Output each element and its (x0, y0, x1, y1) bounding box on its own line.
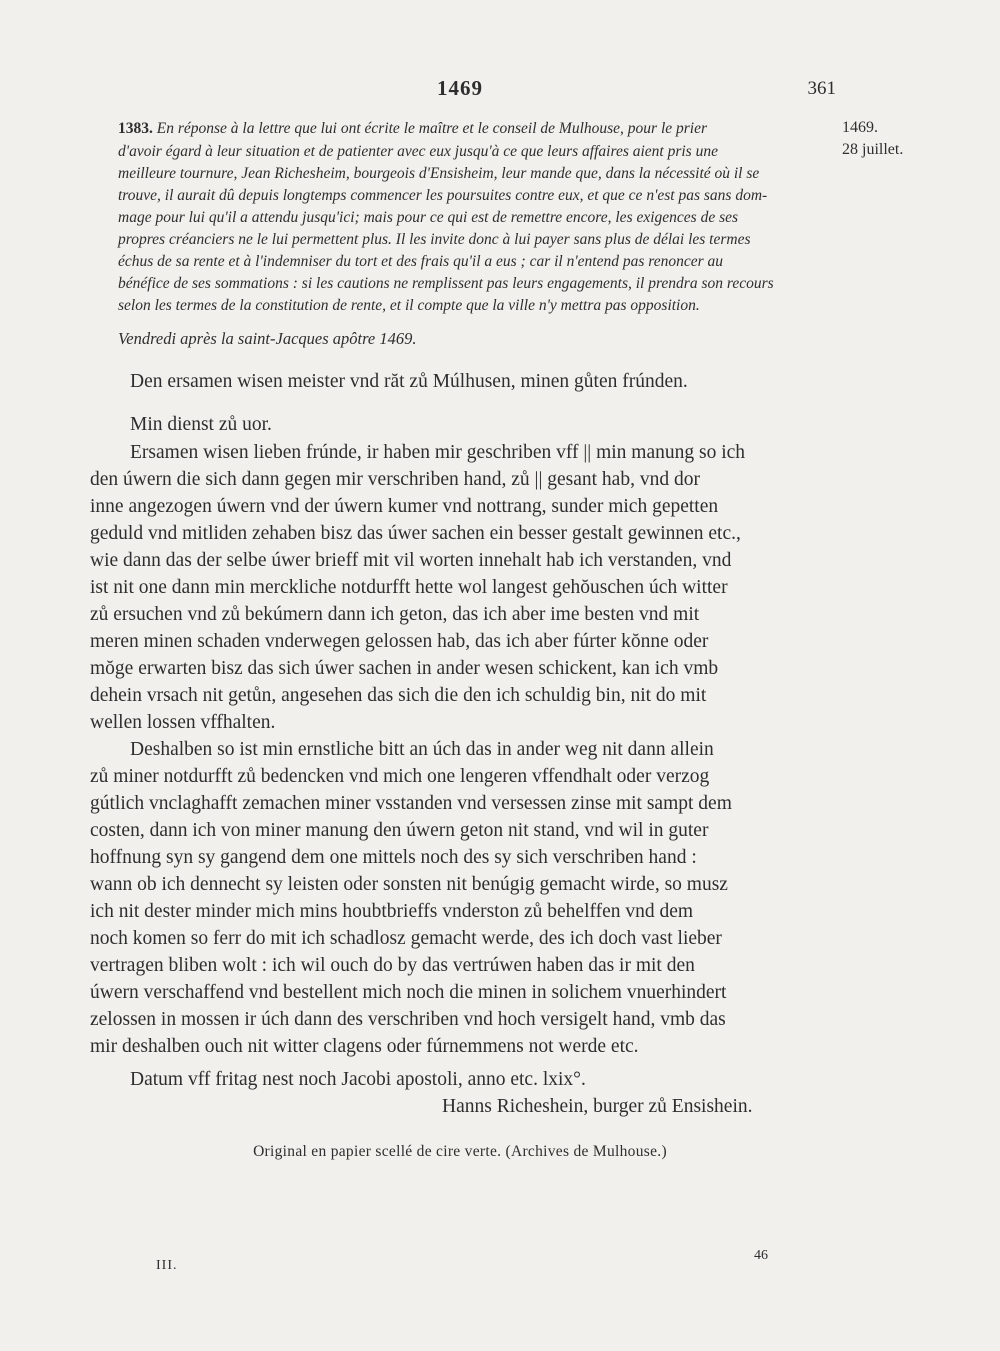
volume-mark: III. (156, 1258, 178, 1273)
entry-dateline: Vendredi après la saint-Jacques apôtre 1469. (118, 329, 417, 348)
letter-signature: Hanns Richeshein, burger zů Ensishein. (442, 1096, 753, 1117)
letter-line: wie dann das der selbe úwer brieff mit vil worten innehalt hab ich verstanden, vnd (90, 550, 732, 571)
margin-year: 1469. (842, 119, 878, 136)
summary-line-text: En réponse à la lettre que lui ont écrite le maître et le conseil de Mulhouse, pour le prier (156, 120, 708, 137)
letter-line: zů ersuchen vnd zů bekúmern dann ich geton, das ich aber ime besten vnd mit (90, 604, 700, 625)
letter-line: hoffnung syn sy gangend dem one mittels noch des sy sich verschriben hand : (90, 847, 697, 868)
letter-line: den úwern die sich dann gegen mir verschriben hand, zů || gesant hab, vnd dor (90, 469, 700, 490)
letter-line: wann ob ich dennecht sy leisten oder sonsten nit benúgig gemacht wirde, so musz (90, 874, 728, 895)
summary-line: échus de sa rente et à l'indemniser du tort et des frais qu'il a eus ; car il n'entend pas renoncer au (118, 253, 724, 270)
letter-line: Ersamen wisen lieben frúnde, ir haben mir geschriben vff || min manung so ich (130, 442, 746, 463)
letter-line: zelossen in mossen ir úch dann des verschriben vnd hoch versigelt hand, vmb das (90, 1009, 726, 1030)
letter-line: zů miner notdurfft zů bedencken vnd mich one lengeren vffendhalt oder verzog (90, 766, 710, 787)
letter-line: geduld vnd mitliden zehaben bisz das úwer sachen ein besser gestalt gewinnen etc., (90, 523, 741, 544)
letter-line: ist nit one dann min merckliche notdurfft hette wol langest gehŏuschen úch witter (90, 577, 728, 598)
letter-address: Den ersamen wisen meister vnd răt zů Múlhusen, minen gůten frúnden. (130, 371, 688, 392)
signature-mark: 46 (754, 1248, 768, 1263)
summary-line: mage pour lui qu'il a attendu jusqu'ici; mais pour ce qui est de remettre encore, les exigences de ses (118, 209, 739, 226)
source-note: Original en papier scellé de cire verte. (Archives de Mulhouse.) (253, 1143, 667, 1160)
letter-line: úwern verschaffend vnd bestellent mich noch die minen in solichem vnuerhindert (90, 982, 727, 1003)
summary-line: trouve, il aurait dû depuis longtemps commencer les poursuites contre eux, et que ce n'est pas sans dom- (118, 187, 768, 204)
letter-line: Deshalben so ist min ernstliche bitt an úch das in ander weg nit dann allein (130, 739, 714, 760)
running-head-year: 1469 (437, 76, 483, 100)
summary-line: meilleure tournure, Jean Richesheim, bourgeois d'Ensisheim, leur mande que, dans la nécessité où il se (118, 165, 760, 182)
summary-line (118, 120, 707, 138)
letter-line: dehein vrsach nit getůn, angesehen das sich die den ich schuldig bin, nit do mit (90, 685, 707, 706)
letter-line: inne angezogen úwern vnd der úwern kumer vnd nottrang, sunder mich gepetten (90, 496, 719, 517)
letter-line: mŏge erwarten bisz das sich úwer sachen in ander wesen schickent, kan ich vmb (90, 658, 719, 679)
letter-line: vertragen bliben wolt : ich wil ouch do by das vertrúwen haben das ir mit den (90, 955, 695, 976)
letter-line: meren minen schaden vnderwegen gelossen hab, das ich aber fúrter kŏnne oder (90, 631, 709, 652)
letter-datum: Datum vff fritag nest noch Jacobi apostoli, anno etc. lxix°. (130, 1069, 586, 1090)
letter-greeting: Min dienst zů uor. (130, 414, 272, 435)
letter-line: gútlich vnclaghafft zemachen miner vsstanden vnd versessen zinse mit sampt dem (90, 793, 732, 814)
summary-line: d'avoir égard à leur situation et de patienter avec eux jusqu'à ce que leurs affaires aient pris une (118, 143, 718, 160)
letter-line: costen, dann ich von miner manung den úwern geton nit stand, vnd wil in guter (90, 820, 709, 841)
page-number: 361 (807, 78, 836, 99)
summary-line: propres créanciers ne le lui permettent plus. Il les invite donc à lui payer sans plus de délai les termes (118, 231, 751, 248)
letter-line: mir deshalben ouch nit witter clagens oder fúrnemmens not werde etc. (90, 1036, 639, 1057)
summary-line: bénéfice de ses sommations : si les cautions ne remplissent pas leurs engagements, il prendra son recours (118, 275, 774, 292)
letter-line: noch komen so ferr do mit ich schadlosz gemacht werde, des ich doch vast lieber (90, 928, 722, 949)
letter-line: ich nit dester minder mich mins houbtbrieffs vnderston zů behelffen vnd dem (90, 901, 694, 922)
summary-line: selon les termes de la constitution de rente, et il compte que la ville n'y mettra pas opposition. (118, 297, 700, 314)
entry-number: 1383. (118, 120, 153, 137)
letter-line: wellen lossen vffhalten. (90, 712, 276, 733)
margin-date: 28 juillet. (842, 141, 904, 158)
